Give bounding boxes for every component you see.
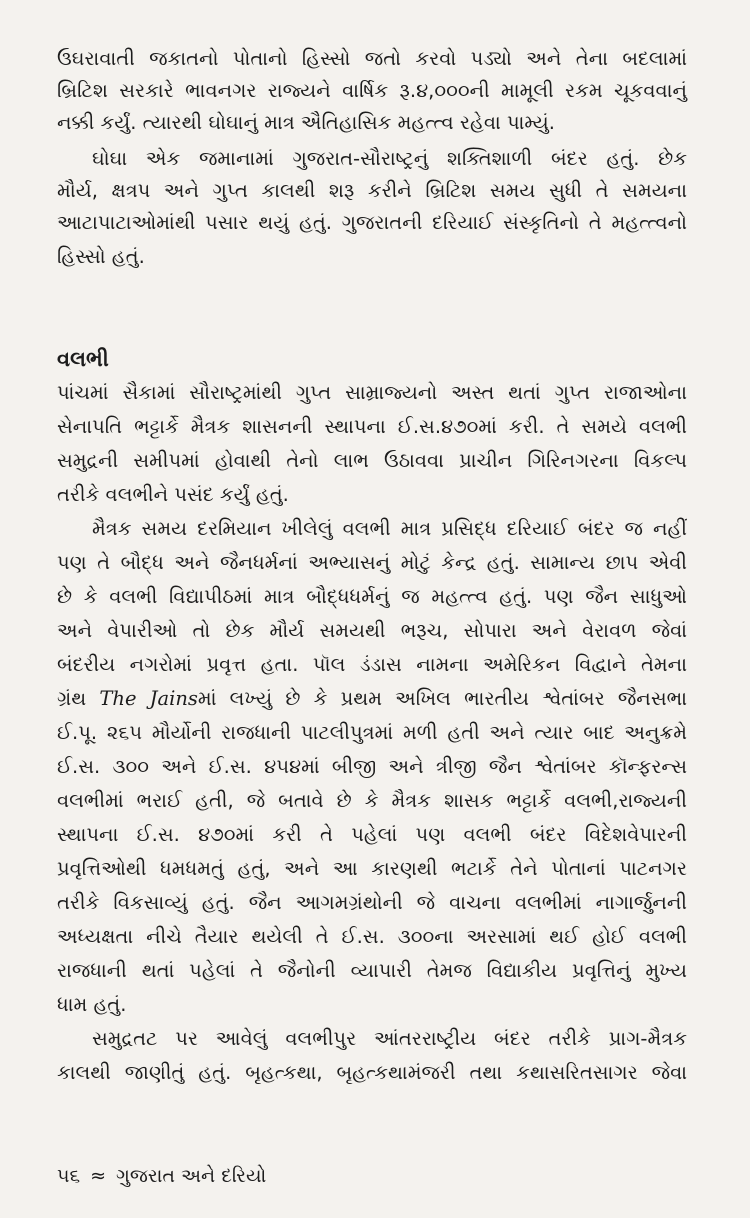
para2-line-4: હિસ્સો હતું. <box>57 245 145 268</box>
para4-line-6-pre: ગ્રંથ <box>57 687 100 710</box>
para4-line-8: ઈ.સ. ૩૦૦ અને ઈ.સ. ૪૫૪માં બીજી અને ત્રીજી જૈન શ્વેતાંબર કૉન્ફરન્સ <box>57 755 687 778</box>
para4-line-5: બંદરીય નગરોમાં પ્રવૃત્ત હતા. પૉલ ડંડાસ નામના અમેરિકન વિદ્વાને તેમના <box>57 653 687 676</box>
para2-line-2: મૌર્ય, ક્ષત્રપ અને ગુપ્ત કાલથી શરૂ કરીને બ્રિટિશ સમય સુધી તે સમયના <box>57 179 687 202</box>
page-footer <box>57 1162 266 1190</box>
para2-line-3: આટાપાટાઓમાંથી પસાર થયું હતું. ગુજરાતની દરિયાઈ સંસ્કૃતિનો તે મહત્ત્વનો <box>57 211 687 234</box>
para3-line-3: સમુદ્રની સમીપમાં હોવાથી તેનો લાભ ઉઠાવવા પ્રાચીન ગિરિનગરના વિકલ્પ <box>57 449 687 472</box>
para4-line-6-post: માં લખ્યું છે કે પ્રથમ અખિલ ભારતીય શ્વેતાંબર જૈનસભા <box>197 687 687 710</box>
para4-line-15: ધામ હતું. <box>57 993 127 1016</box>
para4-line-1: મૈત્રક સમય દરમિયાન ખીલેલું વલભી માત્ર પ્રસિદ્ધ દરિયાઈ બંદર જ નહીં <box>92 517 687 540</box>
page-number: ૫૬ <box>57 1165 81 1187</box>
para3-line-1: પાંચમાં સૈકામાં સૌરાષ્ટ્રમાંથી ગુપ્ત સામ્રાજ્યનો અસ્ત થતાં ગુપ્ત રાજાઓના <box>57 381 687 404</box>
section-heading: વલભી <box>57 347 109 371</box>
footer-separator: ≈ <box>90 1165 107 1187</box>
para4-line-4: અને વેપારીઓ તો છેક મૌર્ય સમયથી ભરૂચ, સોપારા અને વેરાવળ જેવાં <box>57 619 687 642</box>
para4-line-13: અધ્યક્ષતા નીચે તૈયાર થયેલી તે ઈ.સ. ૩૦૦ના અરસામાં થઈ હોઈ વલભી <box>57 925 687 948</box>
para4-line-10: સ્થાપના ઈ.સ. ૪૭૦માં કરી તે પહેલાં પણ વલભી બંદર વિદેશવેપારની <box>57 823 687 846</box>
para3-line-4: તરીકે વલભીને પસંદ કર્યું હતું. <box>57 483 289 506</box>
book-title-the-jains: The Jains <box>99 687 198 710</box>
para1-line-3: નક્કી કર્યું. ત્યારથી ઘોઘાનું માત્ર ઐતિહાસિક મહત્ત્વ રહેવા પામ્યું. <box>57 111 555 134</box>
para4-line-3: છે કે વલભી વિદ્યાપીઠમાં માત્ર બૌદ્ધધર્મનું જ મહત્ત્વ હતું. પણ જૈન સાધુઓ <box>57 585 687 608</box>
para5-line-1: સમુદ્રતટ પર આવેલું વલભીપુર આંતરરાષ્ટ્રીય બંદર તરીકે પ્રાગ-મૈત્રક <box>92 1027 687 1050</box>
para4-line-14: રાજધાની થતાં પહેલાં તે જૈનોની વ્યાપારી તેમજ વિદ્યાકીય પ્રવૃત્તિનું મુખ્ય <box>57 959 687 982</box>
para4-line-11: પ્રવૃત્તિઓથી ધમધમતું હતું, અને આ કારણથી ભટાર્કે તેને પોતાનાં પાટનગર <box>57 857 687 880</box>
para4-line-2: પણ તે બૌદ્ધ અને જૈનધર્મનાં અભ્યાસનું મોટું કેન્દ્ર હતું. સામાન્ય છાપ એવી <box>57 551 687 574</box>
para5-line-2: કાલથી જાણીતું હતું. બૃહત્કથા, બૃહત્કથામંજરી તથા કથાસરિતસાગર જેવા <box>57 1061 687 1084</box>
para4-line-7: ઈ.પૂ. ૨૬૫ મૌર્યોની રાજધાની પાટલીપુત્રમાં મળી હતી અને ત્યાર બાદ અનુક્રમે <box>57 721 687 744</box>
para1-line-2: બ્રિટિશ સરકારે ભાવનગર રાજ્યને વાર્ષિક રૂ.૪,૦૦૦ની મામૂલી રકમ ચૂકવવાનું <box>57 79 687 102</box>
para4-line-9: વલભીમાં ભરાઈ હતી, જે બતાવે છે કે મૈત્રક શાસક ભટ્ટાર્કે વલભી,રાજ્યની <box>57 789 687 812</box>
para4-line-12: તરીકે વિકસાવ્યું હતું. જૈન આગમગ્રંથોની જે વાચના વલભીમાં નાગાર્જુનની <box>57 891 687 914</box>
para1-line-1: ઉઘરાવાતી જકાતનો પોતાનો હિસ્સો જતો કરવો પડ્યો અને તેના બદલામાં <box>57 47 687 70</box>
para2-line-1: ઘોઘા એક જમાનામાં ગુજરાત-સૌરાષ્ટ્રનું શક્તિશાળી બંદર હતું. છેક <box>92 147 687 170</box>
para4-line-6 <box>57 684 687 716</box>
running-book-title: ગુજરાત અને દરિયો <box>116 1165 267 1187</box>
para3-line-2: સેનાપતિ ભટ્ટાર્કે મૈત્રક શાસનની સ્થાપના ઈ.સ.૪૭૦માં કરી. તે સમયે વલભી <box>57 415 687 438</box>
